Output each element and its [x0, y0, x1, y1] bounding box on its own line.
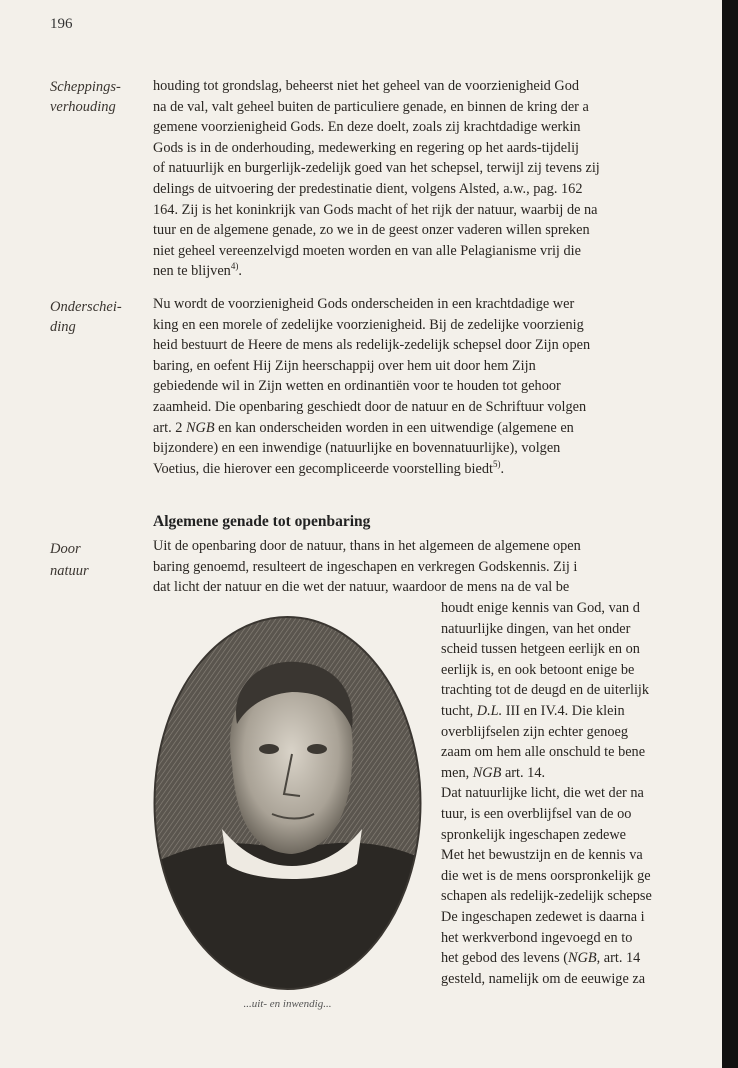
margin-note-line: Scheppings- — [50, 79, 121, 95]
page-edge-shadow — [722, 0, 738, 1068]
margin-note-line: Onderschei- — [50, 299, 122, 315]
text-line: overblijfselen zijn echter genoeg — [441, 723, 628, 740]
text-line: tuur, is een overblijfsel van de oo — [441, 805, 632, 822]
margin-note-line: Door — [50, 541, 81, 557]
text-line — [153, 459, 713, 480]
text-fragment: Voetius, die hierover een gecompliceerde voorstelling biedt — [153, 460, 493, 477]
ngb-abbrev: NGB — [472, 764, 502, 781]
text-fragment: , art. 14 — [596, 950, 641, 967]
margin-note-door-natuur — [50, 538, 145, 582]
text-line: Nu wordt de voorzienigheid Gods onderscheiden in een krachtdadige wer — [153, 296, 575, 312]
text-line: Dat natuurlijke licht, die wet der na — [441, 785, 644, 802]
text-fragment: men, — [441, 764, 473, 781]
text-line: niet geheel vereenzelvigd moeten worden en van alle Pelagianisme vrij die — [153, 242, 581, 259]
text-line: of natuurlijk en burgerlijk-zedelijk goed van het schepsel, terwijl zij tevens zij — [153, 160, 600, 177]
margin-note-line: verhouding — [50, 99, 116, 115]
text-fragment: het gebod des levens ( — [441, 950, 569, 967]
paragraph-3 — [153, 536, 713, 598]
section-heading: Algemene genade tot openbaring — [153, 513, 371, 530]
text-line: schapen als redelijk-zedelijk schepse — [441, 888, 652, 905]
portrait-caption: ...uit- en inwendig... — [243, 998, 332, 1010]
footnote-ref: 5) — [492, 458, 501, 469]
text-line: De ingeschapen zedewet is daarna i — [441, 908, 645, 925]
text-line: houdt enige kennis van God, van d — [441, 600, 640, 616]
margin-note-line: ding — [50, 319, 76, 335]
text-line: heid bestuurt de Heere de mens als redelijk-zedelijk schepsel door Zijn open — [153, 337, 591, 354]
text-line: Met het bewustzijn en de kennis va — [441, 847, 643, 864]
text-fragment: art. 14. — [501, 764, 546, 781]
paragraph-1 — [153, 76, 713, 282]
text-line: het werkverbond ingevoegd en to — [441, 929, 633, 946]
text-line: zaamheid. Die openbaring geschiedt door de natuur en de Schriftuur volgen — [153, 398, 587, 415]
text-line: die wet is de mens oorspronkelijk ge — [441, 867, 651, 884]
text-line: zaam om hem alle onschuld te bene — [441, 744, 646, 761]
text-line: 164. Zij is het koninkrijk van Gods macht of het rijk der natuur, waarbij de na — [153, 201, 598, 218]
text-line — [441, 948, 713, 969]
text-line: king en een morele of zedelijke voorzienigheid. Bij de zedelijke voorzienig — [153, 316, 584, 333]
paragraph-2 — [153, 294, 713, 479]
text-fragment: en kan onderscheiden worden in een uitwendige (algemene en — [214, 419, 574, 436]
text-line: scheid tussen hetgeen eerlijk en on — [441, 641, 640, 658]
text-line: trachting tot de deugd en de uiterlijk — [441, 682, 650, 699]
portrait-engraving — [152, 614, 423, 992]
text-line: natuurlijke dingen, van het onder — [441, 620, 631, 637]
text-line: gemene voorzienigheid Gods. En deze doelt, zoals zij krachtdadige werkin — [153, 119, 581, 136]
text-fragment: III en IV.4. Die klein — [502, 702, 625, 719]
text-line: houding tot grondslag, beheerst niet het geheel van de voorzienigheid God — [153, 78, 580, 94]
text-line — [153, 261, 713, 282]
text-line: spronkelijk ingeschapen zedewe — [441, 826, 626, 843]
ngb-abbrev: NGB — [185, 419, 215, 436]
margin-note-scheppingsverhouding — [50, 77, 145, 117]
text-line — [441, 763, 713, 784]
period: . — [238, 263, 242, 280]
text-line: gebiedende wil in Zijn wetten en ordinantiën voor te houden tot gehoor — [153, 378, 561, 395]
text-line: gesteld, namelijk om de eeuwige za — [441, 970, 646, 987]
dl-abbrev: D.L. — [476, 702, 503, 719]
text-line: baring, en oefent Hij Zijn heerschappij over hem uit door hem Zijn — [153, 357, 536, 374]
paragraph-3-right-column — [441, 598, 713, 989]
text-line: baring genoemd, resulteert de ingeschapen en verkregen Godskennis. Zij i — [153, 558, 578, 575]
text-fragment: nen te blijven — [153, 263, 231, 280]
ngb-abbrev: NGB — [568, 950, 597, 967]
text-line — [441, 701, 713, 722]
text-line: na de val, valt geheel buiten de particuliere genade, en binnen de kring der a — [153, 98, 589, 115]
text-line: Uit de openbaring door de natuur, thans in het algemeen de algemene open — [153, 538, 581, 554]
text-line: tuur en de algemene genade, zo we in de geest onzer vaderen willen spreken — [153, 222, 590, 239]
text-line: Gods is in de onderhouding, medewerking en regering op het aards-tijdelij — [153, 139, 580, 156]
text-fragment: tucht, — [441, 702, 477, 719]
margin-note-onderscheiding — [50, 297, 145, 337]
text-fragment: art. 2 — [153, 419, 186, 436]
page-number: 196 — [50, 16, 73, 32]
text-line: eerlijk is, en ook betoont enige be — [441, 661, 635, 678]
text-line: delings de uitvoering der predestinatie dient, volgens Alsted, a.w., pag. 162 — [153, 180, 583, 197]
text-line — [153, 418, 713, 439]
text-line: bijzondere) en een inwendige (natuurlijke en bovennatuurlijke), volgen — [153, 440, 561, 457]
margin-note-line: natuur — [50, 563, 89, 579]
period: . — [500, 460, 505, 477]
footnote-ref: 4) — [230, 261, 239, 272]
text-line: dat licht der natuur en die wet der natuur, waardoor de mens na de val be — [153, 579, 570, 596]
